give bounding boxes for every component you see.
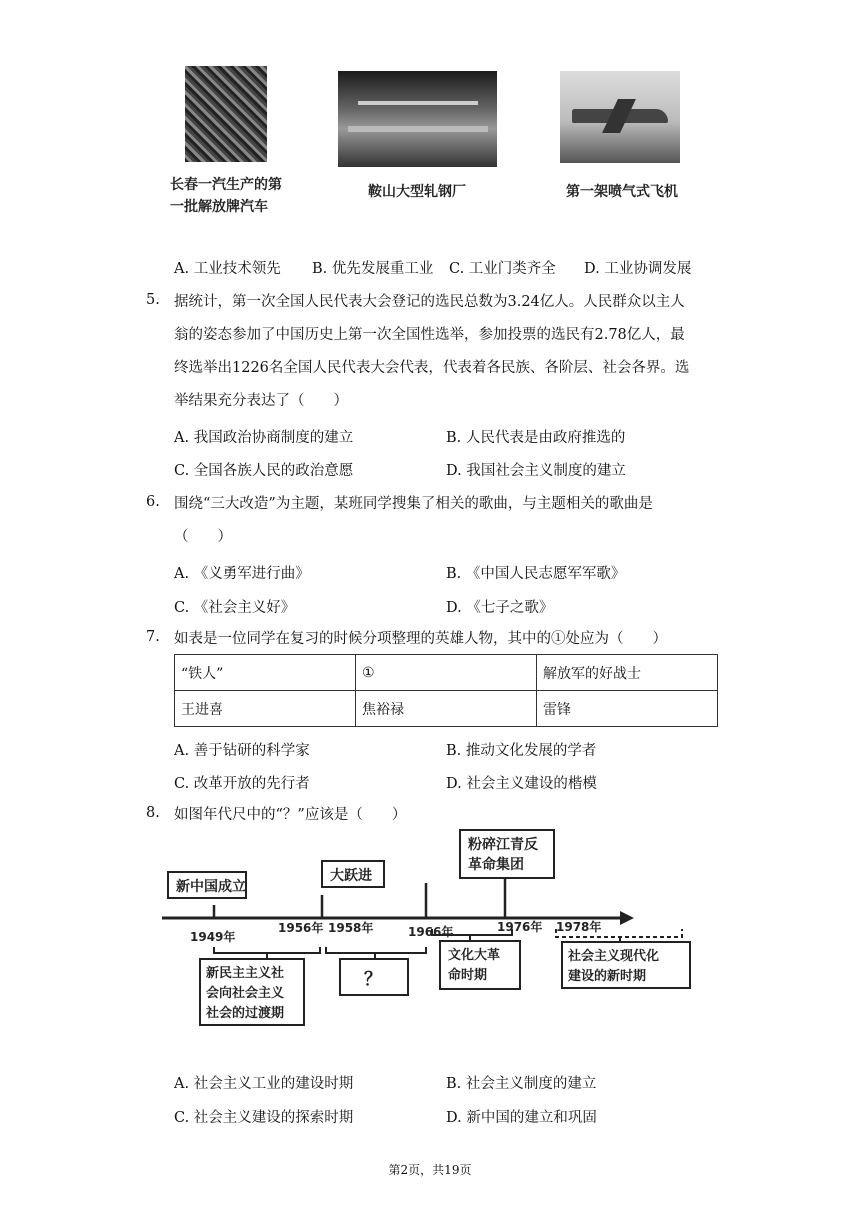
q8-number: 8. <box>146 805 160 821</box>
q7-stem: 如表是一位同学在复习的时候分项整理的英雄人物，其中的①处应为（ ） <box>174 631 667 647</box>
q8-option-d[interactable]: D. 新中国的建立和巩固 <box>446 1110 597 1126</box>
q5-number: 5. <box>146 292 160 308</box>
table-cell: 解放军的好战士 <box>537 655 718 691</box>
year-1976: 1976年 <box>497 920 543 934</box>
year-1958: 1958年 <box>328 921 374 935</box>
jet-plane-photo <box>560 71 680 163</box>
q6-option-c[interactable]: C. 《社会主义好》 <box>174 600 296 616</box>
year-1956: 1956年 <box>278 921 324 935</box>
image-caption-1: 长春一汽生产的第 一批解放牌汽车 <box>170 177 282 215</box>
q7-option-c[interactable]: C. 改革开放的先行者 <box>174 776 310 792</box>
image-caption-3: 第一架喷气式飞机 <box>566 184 678 200</box>
label-transition-1: 新民主主义社 <box>206 966 285 981</box>
table-row <box>175 655 718 691</box>
table-cell: “铁人” <box>175 655 356 691</box>
label-mod-1: 社会主义现代化 <box>568 949 660 964</box>
q6-number: 6. <box>146 494 160 510</box>
q8-option-b[interactable]: B. 社会主义制度的建立 <box>446 1076 597 1092</box>
q7-number: 7. <box>146 629 160 645</box>
q5-option-c[interactable]: C. 全国各族人民的政治意愿 <box>174 463 354 479</box>
timeline-diagram <box>150 825 710 1035</box>
q8-option-a[interactable]: A. 社会主义工业的建设时期 <box>174 1076 354 1092</box>
table-cell: 王进喜 <box>175 691 356 727</box>
table-cell: ① <box>356 655 537 691</box>
label-gang-line2: 革命集团 <box>468 857 524 873</box>
truck-photo <box>185 66 267 162</box>
label-transition-3: 社会的过渡期 <box>206 1006 285 1021</box>
label-mod-2: 建设的新时期 <box>568 969 647 984</box>
q5-option-d[interactable]: D. 我国社会主义制度的建立 <box>446 463 626 479</box>
q4-option-b[interactable]: B. 优先发展重工业 <box>312 261 434 277</box>
table-cell: 雷锋 <box>537 691 718 727</box>
label-gang-line1: 粉碎江青反 <box>468 837 538 853</box>
q6-option-d[interactable]: D. 《七子之歌》 <box>446 600 554 616</box>
image-caption-2: 鞍山大型轧钢厂 <box>368 184 466 200</box>
q5-option-b[interactable]: B. 人民代表是由政府推选的 <box>446 430 626 446</box>
q5-option-a[interactable]: A. 我国政治协商制度的建立 <box>174 430 354 446</box>
q4-option-d[interactable]: D. 工业协调发展 <box>584 261 692 277</box>
q7-option-a[interactable]: A. 善于钻研的科学家 <box>174 743 310 759</box>
q7-option-b[interactable]: B. 推动文化发展的学者 <box>446 743 597 759</box>
timeline-arrow <box>620 911 634 925</box>
label-transition-2: 会向社会主义 <box>206 986 285 1001</box>
label-great-leap: 大跃进 <box>330 868 372 884</box>
table-row <box>175 691 718 727</box>
year-1966: 1966年 <box>408 925 454 939</box>
q8-stem: 如图年代尺中的“？”应该是（ ） <box>174 807 407 823</box>
label-cr-2: 命时期 <box>448 968 488 983</box>
q6-option-b[interactable]: B. 《中国人民志愿军军歌》 <box>446 566 626 582</box>
q8-option-c[interactable]: C. 社会主义建设的探索时期 <box>174 1110 354 1126</box>
q6-option-a[interactable]: A. 《义勇军进行曲》 <box>174 566 310 582</box>
q7-option-d[interactable]: D. 社会主义建设的楷模 <box>446 776 597 792</box>
q4-option-a[interactable]: A. 工业技术领先 <box>174 261 281 277</box>
q6-stem: 围绕“三大改造”为主题，某班同学搜集了相关的歌曲，与主题相关的歌曲是 （ ） <box>174 496 653 545</box>
page-footer: 第2页，共19页 <box>388 1163 472 1177</box>
year-1949: 1949年 <box>190 930 236 944</box>
heroes-table <box>174 654 718 727</box>
table-cell: 焦裕禄 <box>356 691 537 727</box>
label-founding: 新中国成立 <box>176 879 246 895</box>
q4-option-c[interactable]: C. 工业门类齐全 <box>449 261 556 277</box>
label-cr-1: 文化大革 <box>448 948 501 963</box>
label-unknown: ？ <box>364 969 382 990</box>
year-1978: 1978年 <box>556 920 602 934</box>
rolling-mill-photo <box>338 71 497 167</box>
q5-stem: 据统计，第一次全国人民代表大会登记的选民总数为3.24亿人。人民群众以主人 翁的姿态参加了中国历史上第一次全国性选举，参加投票的选民有2.78亿人，最 终选举出1226名全国人民代表大会代表，代表着各民族、各阶层、社会各界。选 举结果充分表达了（ ） <box>174 294 690 409</box>
